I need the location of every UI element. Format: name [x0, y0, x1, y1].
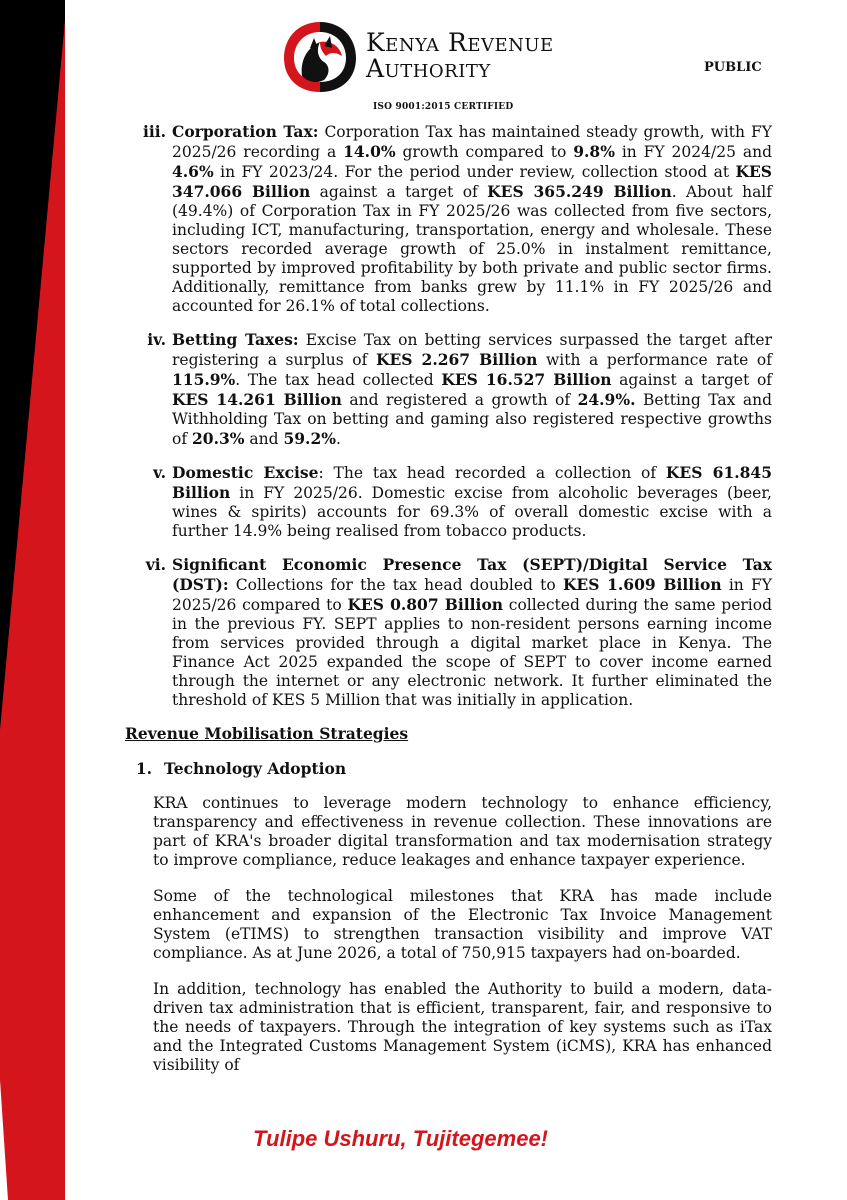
emphasis-text: KES 1.609 Billion	[562, 575, 722, 594]
subsection-title: Technology Adoption	[164, 759, 347, 778]
org-name-line1: Kenya Revenue	[366, 28, 554, 57]
list-item-number: v.	[153, 463, 166, 482]
emphasis-text: KES 0.807 Billion	[347, 595, 504, 614]
paragraph: KRA continues to leverage modern technology to enhance efficiency, transparency and effectiveness in revenue collection. These innovations are part of KRA's broader digital transformation and tax modernisation strategy to improve compliance, reduce leakages and enhance taxpayer experience.	[153, 794, 772, 869]
emphasis-text: Corporation Tax:	[172, 122, 319, 141]
text-run: growth compared to	[395, 143, 574, 161]
list-item	[120, 122, 772, 316]
text-run: and	[244, 430, 284, 448]
list-item-text	[172, 330, 772, 449]
emphasis-text: 115.9%	[172, 370, 236, 389]
text-run: Corporation Tax has maintained steady growth, with FY 2025/26 recording a	[172, 123, 773, 161]
list-item-number: iv.	[147, 330, 166, 349]
emphasis-text: 9.8%	[573, 142, 615, 161]
list-item	[120, 463, 772, 541]
list-item-number: iii.	[142, 122, 166, 141]
iso-certification: ISO 9001:2015 CERTIFIED	[373, 102, 514, 112]
classification-label: PUBLIC	[704, 60, 762, 75]
text-run: in FY 2024/25 and	[614, 143, 772, 161]
emphasis-text: KES 14.261 Billion	[172, 390, 342, 409]
emphasis-text: 59.2%	[283, 429, 336, 448]
text-run: collected during the same period in the previous FY. SEPT applies to non-resident persons earning income from services provided through a digital market place in Kenya. The Finance Act 2025 expanded the scope of SEPT to cover income earned through the internet or any electronic network. It further eliminated the threshold of KES 5 Million that was initially in application.	[172, 596, 772, 709]
emphasis-text: KES 16.527 Billion	[441, 370, 612, 389]
emphasis-text: KES 347.066 Billion	[172, 162, 772, 201]
emphasis-text: 20.3%	[192, 429, 245, 448]
text-run: in FY 2025/26 compared to	[172, 576, 773, 614]
letterhead	[0, 0, 847, 120]
text-run: . The tax head collected	[235, 371, 442, 389]
emphasis-text: Significant Economic Presence Tax (SEPT)/Digital Service Tax (DST):	[172, 555, 772, 594]
emphasis-text: Betting Taxes:	[172, 330, 299, 349]
footer-slogan: Tulipe Ushuru, Tujitegemee!	[253, 1126, 549, 1151]
emphasis-text: 4.6%	[172, 162, 214, 181]
text-run: : The tax head recorded a collection of	[318, 464, 666, 482]
tax-head-list	[120, 122, 772, 710]
kra-logo-icon	[280, 18, 360, 96]
list-item	[120, 330, 772, 449]
text-run: and registered a growth of	[341, 391, 578, 409]
organization-name	[366, 30, 554, 82]
emphasis-text: KES 61.845 Billion	[172, 463, 772, 502]
text-run: in FY 2025/26. Domestic excise from alcoholic beverages (beer, wines & spirits) accounts for 69.3% of overall domestic excise with a further 14.9% being realised from tobacco products.	[172, 484, 772, 540]
emphasis-text: KES 2.267 Billion	[375, 350, 538, 369]
text-run: in FY 2023/24. For the period under review, collection stood at	[213, 163, 736, 181]
emphasis-text: 24.9%.	[577, 390, 636, 409]
document-body	[120, 122, 772, 1092]
subsection-heading	[120, 759, 772, 778]
text-run: against a target of	[611, 371, 773, 389]
subsection-number: 1.	[135, 759, 152, 778]
emphasis-text: KES 365.249 Billion	[487, 182, 672, 201]
list-item-text	[172, 122, 772, 316]
list-item-number: vi.	[145, 555, 166, 574]
text-run: . About half (49.4%) of Corporation Tax in FY 2025/26 was collected from five sectors, including ICT, manufacturing, transportation, energy and wholesale. These sectors recorded average growth of 25.0% in instalment remittance, supported by improved profitability by both private and public sector firms. Additionally, remittance from banks grew by 11.1% in FY 2025/26 and accounted for 26.1% of total collections.	[172, 183, 773, 315]
text-run: .	[335, 430, 341, 448]
paragraph: Some of the technological milestones that KRA has made include enhancement and expansion of the Electronic Tax Invoice Management System (eTIMS) to strengthen transaction visibility and improve VAT compliance. As at June 2026, a total of 750,915 taxpayers had on-boarded.	[153, 887, 772, 962]
section-heading: Revenue Mobilisation Strategies	[125, 724, 409, 743]
list-item	[120, 555, 772, 710]
org-name-line2: Authority	[366, 54, 491, 83]
text-run: Collections for the tax head doubled to	[228, 576, 563, 594]
emphasis-text: 14.0%	[343, 142, 396, 161]
list-item-text	[172, 463, 772, 541]
text-run: Excise Tax on betting services surpassed the target after registering a surplus of	[172, 331, 772, 369]
emphasis-text: Domestic Excise	[172, 463, 319, 482]
text-run: Betting Tax and Withholding Tax on betting and gaming also registered respective growths of	[172, 391, 773, 448]
text-run: against a target of	[310, 183, 488, 201]
paragraph: In addition, technology has enabled the Authority to build a modern, data-driven tax administration that is efficient, transparent, fair, and responsive to the needs of taxpayers. Through the integration of key systems such as iTax and the Integrated Customs Management System (iCMS), KRA has enhanced visibility of	[153, 980, 772, 1074]
list-item-text	[172, 555, 772, 710]
text-run: with a performance rate of	[537, 351, 772, 369]
decorative-side-band	[0, 0, 65, 1200]
